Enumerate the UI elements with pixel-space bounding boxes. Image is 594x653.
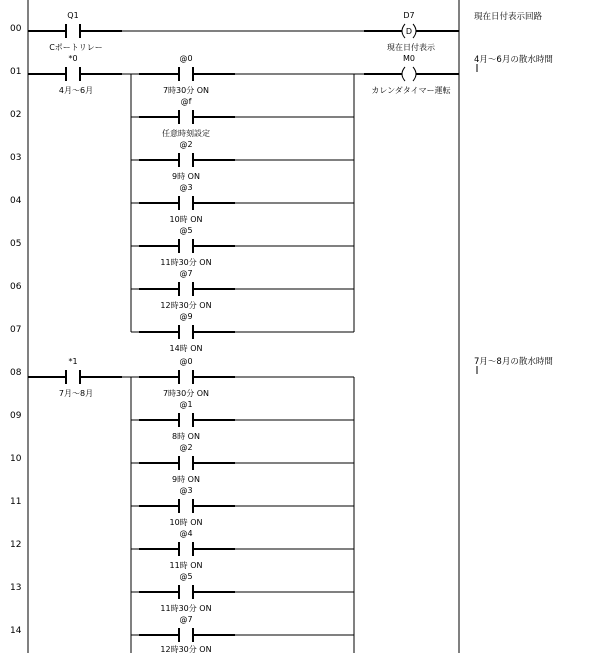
rung-row-7[interactable] xyxy=(10,312,354,353)
rung-row-0[interactable] xyxy=(10,11,543,52)
contact-label: 4月～6月 xyxy=(58,86,94,95)
rung-row-2[interactable] xyxy=(10,97,354,138)
contact-address: *1 xyxy=(68,357,78,366)
rung-number: 13 xyxy=(10,583,22,593)
contact-label: 7時30分 ON xyxy=(162,86,210,95)
contact-address: Q1 xyxy=(67,11,79,20)
contact-label: Cポートリレー xyxy=(49,43,103,52)
contact-no[interactable] xyxy=(66,24,80,38)
contact-no[interactable] xyxy=(179,153,193,167)
contact-address: @5 xyxy=(179,226,193,235)
rung-number: 14 xyxy=(10,626,22,636)
rung-number: 06 xyxy=(10,282,22,292)
rung-row-6[interactable] xyxy=(10,269,354,310)
contact-no[interactable] xyxy=(66,67,80,81)
contact-label: 9時 ON xyxy=(172,172,200,181)
rung-row-11[interactable] xyxy=(10,486,354,527)
coil-right-arc xyxy=(413,24,416,38)
contact-address: *0 xyxy=(68,54,78,63)
contact-address: @4 xyxy=(179,529,193,538)
coil-label: 現在日付表示 xyxy=(387,43,435,52)
contact-label: 14時 ON xyxy=(169,344,203,353)
rung-row-3[interactable] xyxy=(10,140,354,181)
rung-number: 10 xyxy=(10,454,22,464)
coil-left-arc xyxy=(402,24,405,38)
contact-no[interactable] xyxy=(179,325,193,339)
rung-number: 11 xyxy=(10,497,22,507)
rung-number: 00 xyxy=(10,24,22,34)
coil-right-arc xyxy=(413,67,416,81)
contact-label: 任意時刻設定 xyxy=(162,129,210,138)
contact-label: 11時 ON xyxy=(169,561,203,570)
rung-number: 05 xyxy=(10,239,22,249)
contact-no[interactable] xyxy=(179,110,193,124)
contact-address: @7 xyxy=(179,269,193,278)
rung-row-10[interactable] xyxy=(10,443,354,484)
contact-address: @7 xyxy=(179,615,193,624)
contact-address: @2 xyxy=(179,140,193,149)
rung-row-1[interactable] xyxy=(10,54,553,95)
rung-row-8[interactable] xyxy=(10,356,553,398)
contact-no[interactable] xyxy=(179,542,193,556)
coil-address: M0 xyxy=(403,54,415,63)
contact-no[interactable] xyxy=(179,585,193,599)
contact-no[interactable] xyxy=(179,413,193,427)
contact-label: 9時 ON xyxy=(172,475,200,484)
contact-label: 12時30分 ON xyxy=(160,301,212,310)
coil-label: カレンダタイマー運転 xyxy=(371,86,451,95)
rung-row-13[interactable] xyxy=(10,572,354,613)
rung-row-5[interactable] xyxy=(10,226,354,267)
rung-number: 01 xyxy=(10,67,22,77)
contact-address: @9 xyxy=(179,312,193,321)
contact-no[interactable] xyxy=(179,67,193,81)
contact-label: 11時30分 ON xyxy=(160,258,212,267)
contact-no[interactable] xyxy=(179,196,193,210)
rung-number: 03 xyxy=(10,153,22,163)
rung-number: 04 xyxy=(10,196,22,206)
contact-no[interactable] xyxy=(179,456,193,470)
coil-address: D7 xyxy=(403,11,415,20)
contact-label: 12時30分 ON xyxy=(160,645,212,653)
rung-comment: 7月～8月の散水時間 xyxy=(474,357,553,367)
rung-row-12[interactable] xyxy=(10,529,354,570)
contact-label: 10時 ON xyxy=(169,215,203,224)
contact-label: 8時 ON xyxy=(172,432,200,441)
rung-number: 09 xyxy=(10,411,22,421)
contact-label: 11時30分 ON xyxy=(160,604,212,613)
contact-no[interactable] xyxy=(179,370,193,384)
contact-address: @3 xyxy=(179,486,193,495)
contact-address: @2 xyxy=(179,443,193,452)
contact-no[interactable] xyxy=(179,628,193,642)
contact-label: 10時 ON xyxy=(169,518,203,527)
contact-address: @0 xyxy=(179,54,193,63)
contact-no[interactable] xyxy=(179,239,193,253)
contact-address: @1 xyxy=(179,400,193,409)
rung-number: 08 xyxy=(10,368,22,378)
rung-comment: 現在日付表示回路 xyxy=(474,12,543,22)
coil-symbol: D xyxy=(405,27,413,36)
contact-address: @5 xyxy=(179,572,193,581)
contact-label: 7時30分 ON xyxy=(162,389,210,398)
contact-address: @0 xyxy=(179,357,193,366)
rung-row-9[interactable] xyxy=(10,400,354,441)
rung-row-14[interactable] xyxy=(10,615,354,653)
rung-row-4[interactable] xyxy=(10,183,354,224)
coil-left-arc xyxy=(402,67,405,81)
contact-no[interactable] xyxy=(179,282,193,296)
rung-number: 07 xyxy=(10,325,22,335)
contact-address: @f xyxy=(180,97,192,106)
contact-no[interactable] xyxy=(179,499,193,513)
rung-number: 12 xyxy=(10,540,22,550)
contact-no[interactable] xyxy=(66,370,80,384)
rung-number: 02 xyxy=(10,110,22,120)
rung-comment: 4月～6月の散水時間 xyxy=(474,55,553,65)
contact-label: 7月～8月 xyxy=(58,389,94,398)
contact-address: @3 xyxy=(179,183,193,192)
